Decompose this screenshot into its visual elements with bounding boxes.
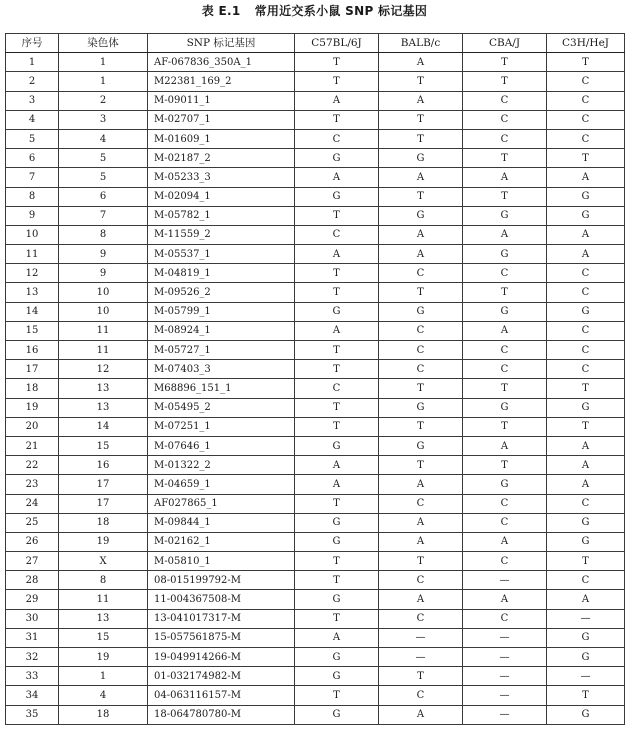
allele-cba-j-cell: — [463,628,547,647]
chromosome-cell: 17 [59,475,148,494]
snp-marker-cell: M22381_169_2 [148,72,295,91]
snp-marker-table [5,33,625,725]
allele-cba-j-cell: T [463,417,547,436]
snp-marker-cell: M68896_151_1 [148,379,295,398]
table-row [6,379,625,398]
row-index-cell: 20 [6,417,59,436]
chromosome-cell: 5 [59,149,148,168]
chromosome-cell: 10 [59,283,148,302]
allele-balb-c-cell: A [379,532,463,551]
row-index-cell: 5 [6,129,59,148]
allele-balb-c-cell: — [379,648,463,667]
table-row [6,168,625,187]
snp-marker-cell: M-08924_1 [148,321,295,340]
allele-cba-j-cell: A [463,590,547,609]
table-row [6,187,625,206]
chromosome-cell: 12 [59,360,148,379]
allele-balb-c-cell: T [379,72,463,91]
allele-c57bl-6j-cell: A [295,168,379,187]
chromosome-cell: 11 [59,341,148,360]
allele-cba-j-cell: A [463,436,547,455]
table-row [6,494,625,513]
allele-c3h-hej-cell: — [547,667,625,686]
table-number: 表 E.1 [201,4,241,18]
allele-balb-c-cell: A [379,225,463,244]
table-row [6,571,625,590]
row-index-cell: 10 [6,225,59,244]
allele-c3h-hej-cell: C [547,91,625,110]
allele-c3h-hej-cell: A [547,436,625,455]
snp-marker-cell: M-05810_1 [148,552,295,571]
allele-cba-j-cell: C [463,129,547,148]
allele-c57bl-6j-cell: C [295,379,379,398]
snp-marker-cell: M-01322_2 [148,456,295,475]
chromosome-cell: 14 [59,417,148,436]
snp-marker-cell: M-07251_1 [148,417,295,436]
chromosome-cell: 6 [59,187,148,206]
allele-balb-c-cell: C [379,341,463,360]
allele-balb-c-cell: A [379,168,463,187]
chromosome-cell: 1 [59,667,148,686]
allele-c3h-hej-cell: C [547,494,625,513]
allele-balb-c-cell: C [379,321,463,340]
table-row [6,648,625,667]
allele-c57bl-6j-cell: G [295,667,379,686]
allele-cba-j-cell: T [463,456,547,475]
table-row [6,590,625,609]
header-col-chromosome: 染色体 [59,34,148,53]
chromosome-cell: 15 [59,436,148,455]
allele-cba-j-cell: A [463,225,547,244]
allele-c3h-hej-cell: A [547,590,625,609]
row-index-cell: 28 [6,571,59,590]
table-row [6,628,625,647]
snp-marker-cell: M-02162_1 [148,532,295,551]
row-index-cell: 34 [6,686,59,705]
allele-c3h-hej-cell: A [547,245,625,264]
allele-c3h-hej-cell: C [547,264,625,283]
chromosome-cell: 11 [59,321,148,340]
allele-c3h-hej-cell: C [547,72,625,91]
allele-cba-j-cell: C [463,110,547,129]
snp-marker-cell: 01-032174982-M [148,667,295,686]
allele-c57bl-6j-cell: T [295,341,379,360]
table-body [6,53,625,725]
allele-balb-c-cell: C [379,609,463,628]
snp-marker-cell: M-05495_2 [148,398,295,417]
table-row [6,456,625,475]
table-row [6,475,625,494]
allele-c3h-hej-cell: A [547,168,625,187]
allele-c57bl-6j-cell: T [295,110,379,129]
allele-c3h-hej-cell: G [547,648,625,667]
allele-cba-j-cell: G [463,245,547,264]
allele-balb-c-cell: A [379,475,463,494]
header-col-index: 序号 [6,34,59,53]
allele-balb-c-cell: C [379,264,463,283]
snp-marker-cell: 11-004367508-M [148,590,295,609]
snp-marker-cell: M-05727_1 [148,341,295,360]
snp-marker-cell: 04-063116157-M [148,686,295,705]
row-index-cell: 16 [6,341,59,360]
allele-c57bl-6j-cell: G [295,187,379,206]
table-row [6,609,625,628]
allele-c57bl-6j-cell: G [295,705,379,724]
allele-c3h-hej-cell: T [547,149,625,168]
chromosome-cell: 18 [59,513,148,532]
allele-c57bl-6j-cell: A [295,628,379,647]
snp-marker-cell: 08-015199792-M [148,571,295,590]
snp-marker-cell: M-04819_1 [148,264,295,283]
allele-c3h-hej-cell: G [547,302,625,321]
allele-c57bl-6j-cell: T [295,264,379,283]
allele-c57bl-6j-cell: G [295,532,379,551]
allele-cba-j-cell: — [463,705,547,724]
allele-balb-c-cell: T [379,187,463,206]
row-index-cell: 14 [6,302,59,321]
table-row [6,513,625,532]
allele-cba-j-cell: C [463,264,547,283]
allele-c57bl-6j-cell: T [295,686,379,705]
table-row [6,72,625,91]
row-index-cell: 31 [6,628,59,647]
table-row [6,302,625,321]
chromosome-cell: 8 [59,225,148,244]
allele-cba-j-cell: C [463,341,547,360]
allele-balb-c-cell: G [379,206,463,225]
row-index-cell: 6 [6,149,59,168]
allele-balb-c-cell: G [379,436,463,455]
allele-balb-c-cell: A [379,91,463,110]
allele-balb-c-cell: T [379,552,463,571]
chromosome-cell: 16 [59,456,148,475]
table-row [6,321,625,340]
allele-c57bl-6j-cell: A [295,456,379,475]
allele-c57bl-6j-cell: G [295,513,379,532]
allele-c3h-hej-cell: G [547,628,625,647]
allele-balb-c-cell: A [379,705,463,724]
snp-marker-cell: M-02187_2 [148,149,295,168]
snp-marker-cell: AF-067836_350A_1 [148,53,295,72]
chromosome-cell: 11 [59,590,148,609]
snp-marker-cell: M-05233_3 [148,168,295,187]
allele-balb-c-cell: A [379,53,463,72]
allele-balb-c-cell: A [379,513,463,532]
chromosome-cell: 17 [59,494,148,513]
allele-balb-c-cell: T [379,667,463,686]
allele-cba-j-cell: C [463,513,547,532]
snp-marker-cell: M-02094_1 [148,187,295,206]
row-index-cell: 33 [6,667,59,686]
allele-cba-j-cell: C [463,91,547,110]
allele-c3h-hej-cell: G [547,513,625,532]
allele-balb-c-cell: — [379,628,463,647]
row-index-cell: 13 [6,283,59,302]
allele-c3h-hej-cell: T [547,686,625,705]
row-index-cell: 18 [6,379,59,398]
snp-marker-cell: M-01609_1 [148,129,295,148]
row-index-cell: 19 [6,398,59,417]
allele-balb-c-cell: C [379,494,463,513]
allele-cba-j-cell: — [463,667,547,686]
allele-c57bl-6j-cell: C [295,129,379,148]
table-row [6,686,625,705]
allele-cba-j-cell: G [463,302,547,321]
allele-cba-j-cell: G [463,475,547,494]
snp-marker-cell: 13-041017317-M [148,609,295,628]
allele-balb-c-cell: A [379,245,463,264]
allele-c3h-hej-cell: C [547,321,625,340]
row-index-cell: 17 [6,360,59,379]
allele-c3h-hej-cell: C [547,341,625,360]
allele-c57bl-6j-cell: A [295,475,379,494]
row-index-cell: 30 [6,609,59,628]
allele-cba-j-cell: A [463,168,547,187]
allele-balb-c-cell: C [379,686,463,705]
table-row [6,206,625,225]
allele-c3h-hej-cell: G [547,206,625,225]
allele-balb-c-cell: C [379,571,463,590]
allele-balb-c-cell: T [379,379,463,398]
snp-marker-cell: M-09526_2 [148,283,295,302]
header-col-c57bl-6j: C57BL/6J [295,34,379,53]
allele-c3h-hej-cell: A [547,456,625,475]
chromosome-cell: 10 [59,302,148,321]
allele-c3h-hej-cell: G [547,705,625,724]
allele-c57bl-6j-cell: T [295,72,379,91]
snp-marker-cell: M-04659_1 [148,475,295,494]
allele-c57bl-6j-cell: G [295,302,379,321]
allele-c3h-hej-cell: G [547,398,625,417]
row-index-cell: 11 [6,245,59,264]
row-index-cell: 4 [6,110,59,129]
row-index-cell: 2 [6,72,59,91]
chromosome-cell: 9 [59,245,148,264]
row-index-cell: 23 [6,475,59,494]
snp-marker-cell: M-07403_3 [148,360,295,379]
chromosome-cell: 19 [59,648,148,667]
table-title: 常用近交系小鼠 SNP 标记基因 [254,4,428,18]
allele-c3h-hej-cell: — [547,609,625,628]
table-row [6,149,625,168]
allele-cba-j-cell: G [463,398,547,417]
allele-cba-j-cell: T [463,53,547,72]
allele-balb-c-cell: T [379,110,463,129]
table-row [6,705,625,724]
snp-marker-cell: M-09011_1 [148,91,295,110]
chromosome-cell: 3 [59,110,148,129]
allele-cba-j-cell: A [463,532,547,551]
chromosome-cell: 4 [59,129,148,148]
header-col-snp-marker: SNP 标记基因 [148,34,295,53]
header-col-balb-c: BALB/c [379,34,463,53]
table-row [6,225,625,244]
allele-c57bl-6j-cell: G [295,648,379,667]
allele-c57bl-6j-cell: T [295,552,379,571]
allele-c3h-hej-cell: C [547,360,625,379]
allele-balb-c-cell: C [379,360,463,379]
chromosome-cell: 13 [59,398,148,417]
allele-balb-c-cell: T [379,417,463,436]
header-col-c3h-hej: C3H/HeJ [547,34,625,53]
allele-c57bl-6j-cell: A [295,321,379,340]
table-header-row [6,34,625,53]
row-index-cell: 26 [6,532,59,551]
chromosome-cell: 18 [59,705,148,724]
allele-c57bl-6j-cell: T [295,417,379,436]
allele-balb-c-cell: A [379,590,463,609]
allele-balb-c-cell: T [379,283,463,302]
allele-cba-j-cell: G [463,206,547,225]
table-row [6,552,625,571]
allele-c3h-hej-cell: A [547,475,625,494]
allele-c3h-hej-cell: G [547,187,625,206]
allele-c57bl-6j-cell: T [295,398,379,417]
allele-cba-j-cell: A [463,321,547,340]
allele-cba-j-cell: — [463,571,547,590]
chromosome-cell: 19 [59,532,148,551]
snp-marker-cell: M-02707_1 [148,110,295,129]
table-row [6,532,625,551]
allele-cba-j-cell: C [463,494,547,513]
chromosome-cell: 4 [59,686,148,705]
table-row [6,245,625,264]
allele-c57bl-6j-cell: T [295,609,379,628]
chromosome-cell: 2 [59,91,148,110]
allele-cba-j-cell: — [463,686,547,705]
row-index-cell: 8 [6,187,59,206]
allele-balb-c-cell: G [379,302,463,321]
allele-cba-j-cell: T [463,72,547,91]
allele-c3h-hej-cell: G [547,532,625,551]
snp-marker-cell: M-07646_1 [148,436,295,455]
allele-cba-j-cell: T [463,379,547,398]
row-index-cell: 24 [6,494,59,513]
allele-c3h-hej-cell: T [547,417,625,436]
table-row [6,129,625,148]
chromosome-cell: 1 [59,72,148,91]
allele-c57bl-6j-cell: G [295,590,379,609]
allele-c57bl-6j-cell: T [295,571,379,590]
allele-c57bl-6j-cell: T [295,53,379,72]
table-row [6,360,625,379]
allele-c57bl-6j-cell: T [295,494,379,513]
snp-marker-cell: M-05782_1 [148,206,295,225]
chromosome-cell: X [59,552,148,571]
chromosome-cell: 9 [59,264,148,283]
chromosome-cell: 13 [59,609,148,628]
table-caption [0,2,629,19]
allele-c3h-hej-cell: C [547,129,625,148]
table-row [6,53,625,72]
snp-marker-cell: M-05799_1 [148,302,295,321]
row-index-cell: 32 [6,648,59,667]
allele-c3h-hej-cell: T [547,552,625,571]
allele-cba-j-cell: C [463,360,547,379]
row-index-cell: 9 [6,206,59,225]
allele-balb-c-cell: G [379,149,463,168]
chromosome-cell: 8 [59,571,148,590]
header-col-cba-j: CBA/J [463,34,547,53]
chromosome-cell: 13 [59,379,148,398]
table-row [6,417,625,436]
allele-c57bl-6j-cell: A [295,245,379,264]
allele-c57bl-6j-cell: T [295,206,379,225]
row-index-cell: 3 [6,91,59,110]
row-index-cell: 22 [6,456,59,475]
allele-c57bl-6j-cell: C [295,225,379,244]
allele-cba-j-cell: C [463,609,547,628]
row-index-cell: 25 [6,513,59,532]
allele-balb-c-cell: G [379,398,463,417]
table-row [6,398,625,417]
allele-c3h-hej-cell: T [547,379,625,398]
table-row [6,667,625,686]
table-row [6,341,625,360]
allele-c57bl-6j-cell: A [295,91,379,110]
allele-cba-j-cell: T [463,187,547,206]
allele-balb-c-cell: T [379,129,463,148]
row-index-cell: 29 [6,590,59,609]
allele-c57bl-6j-cell: G [295,436,379,455]
allele-c3h-hej-cell: C [547,283,625,302]
row-index-cell: 7 [6,168,59,187]
table-row [6,264,625,283]
row-index-cell: 27 [6,552,59,571]
snp-marker-cell: 19-049914266-M [148,648,295,667]
table-row [6,283,625,302]
allele-c3h-hej-cell: T [547,53,625,72]
allele-c3h-hej-cell: C [547,110,625,129]
allele-cba-j-cell: — [463,648,547,667]
allele-cba-j-cell: C [463,552,547,571]
row-index-cell: 1 [6,53,59,72]
row-index-cell: 12 [6,264,59,283]
snp-marker-cell: M-11559_2 [148,225,295,244]
chromosome-cell: 5 [59,168,148,187]
allele-c57bl-6j-cell: T [295,360,379,379]
chromosome-cell: 1 [59,53,148,72]
allele-cba-j-cell: T [463,149,547,168]
allele-c57bl-6j-cell: T [295,283,379,302]
snp-marker-cell: AF027865_1 [148,494,295,513]
allele-c57bl-6j-cell: G [295,149,379,168]
table-row [6,110,625,129]
snp-marker-cell: 15-057561875-M [148,628,295,647]
row-index-cell: 35 [6,705,59,724]
chromosome-cell: 15 [59,628,148,647]
allele-c3h-hej-cell: A [547,225,625,244]
row-index-cell: 21 [6,436,59,455]
chromosome-cell: 7 [59,206,148,225]
row-index-cell: 15 [6,321,59,340]
allele-balb-c-cell: T [379,456,463,475]
snp-marker-cell: M-09844_1 [148,513,295,532]
snp-marker-cell: M-05537_1 [148,245,295,264]
allele-c3h-hej-cell: C [547,571,625,590]
allele-cba-j-cell: T [463,283,547,302]
table-row [6,436,625,455]
table-row [6,91,625,110]
snp-marker-cell: 18-064780780-M [148,705,295,724]
